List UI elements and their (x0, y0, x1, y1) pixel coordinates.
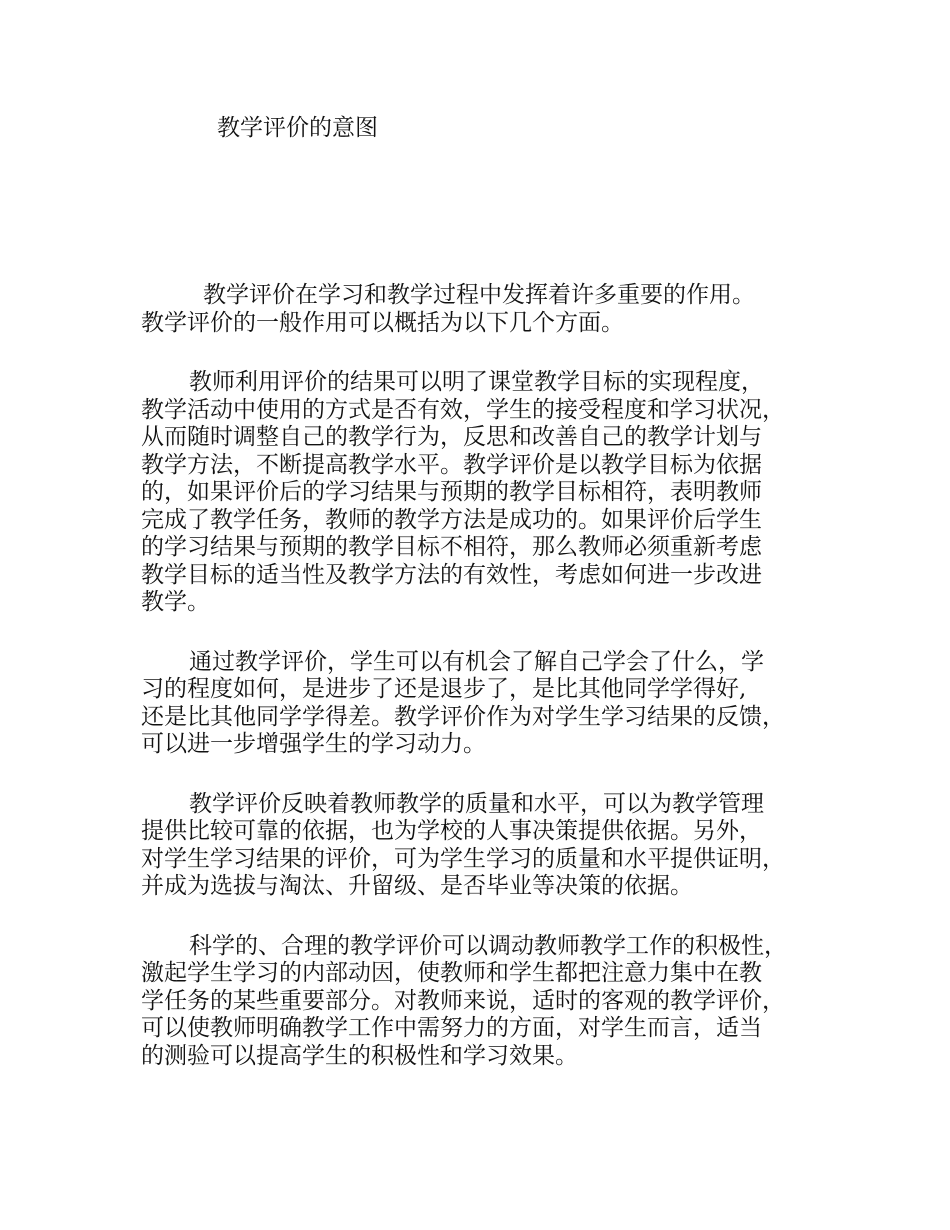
paragraph-line: 的，如果评价后的学习结果与预期的教学目标相符，表明教师 (141, 479, 762, 505)
paragraph-line: 通过教学评价，学生可以有机会了解自己学会了什么，学 (189, 648, 764, 675)
paragraph-line: 激起学生学习的内部动因，使教师和学生都把注意力集中在教 (141, 960, 762, 986)
paragraph-line: 教学。 (141, 589, 210, 615)
paragraph-line: 教学方法，不断提高教学水平。教学评价是以教学目标为依据 (141, 451, 762, 478)
paragraph-line: 教学目标的适当性及教学方法的有效性，考虑如何进一步改进 (141, 561, 762, 588)
paragraph-line: 的学习结果与预期的教学目标不相符，那么教师必须重新考虑 (141, 534, 762, 560)
paragraph-intro (141, 282, 821, 337)
paragraph-line: 并成为选拔与淘汰、升留级、是否毕业等决策的依据。 (141, 873, 693, 899)
paragraph-line: 教学评价反映着教师教学的质量和水平，可以为教学管理 (189, 790, 764, 817)
paragraph-teacher-role (141, 369, 821, 617)
paragraph-line: 教学活动中使用的方式是否有效，学生的接受程度和学习状况， (141, 396, 785, 423)
paragraph-line: 提供比较可靠的依据，也为学校的人事决策提供依据。另外， (141, 818, 762, 844)
document-body (141, 282, 821, 1102)
paragraph-line: 科学的、合理的教学评价可以调动教师教学工作的积极性， (189, 932, 787, 959)
paragraph-line: 学任务的某些重要部分。对教师来说，适时的客观的教学评价， (141, 987, 785, 1014)
paragraph-management-basis (141, 791, 821, 901)
paragraph-line: 教学评价的一般作用可以概括为以下几个方面。 (141, 309, 624, 336)
document-title: 教学评价的意图 (217, 115, 378, 141)
paragraph-line: 从而随时调整自己的教学行为，反思和改善自己的教学计划与 (141, 424, 762, 450)
paragraph-motivation (141, 933, 821, 1071)
paragraph-line: 教师利用评价的结果可以明了课堂教学目标的实现程度， (189, 369, 764, 395)
paragraph-line: 教学评价在学习和教学过程中发挥着许多重要的作用。 (203, 282, 755, 308)
paragraph-line: 完成了教学任务，教师的教学方法是成功的。如果评价后学生 (141, 506, 762, 533)
paragraph-line: 的测验可以提高学生的积极性和学习效果。 (141, 1042, 578, 1069)
paragraph-line: 习的程度如何，是进步了还是退步了，是比其他同学学得好, (141, 676, 747, 702)
paragraph-line: 对学生学习结果的评价，可为学生学习的质量和水平提供证明， (141, 845, 785, 872)
paragraph-student-feedback (141, 649, 821, 759)
paragraph-line: 还是比其他同学学得差。教学评价作为对学生学习结果的反馈， (141, 703, 785, 730)
paragraph-line: 可以进一步增强学生的学习动力。 (141, 731, 486, 757)
paragraph-line: 可以使教师明确教学工作中需努力的方面，对学生而言，适当 (141, 1015, 762, 1041)
